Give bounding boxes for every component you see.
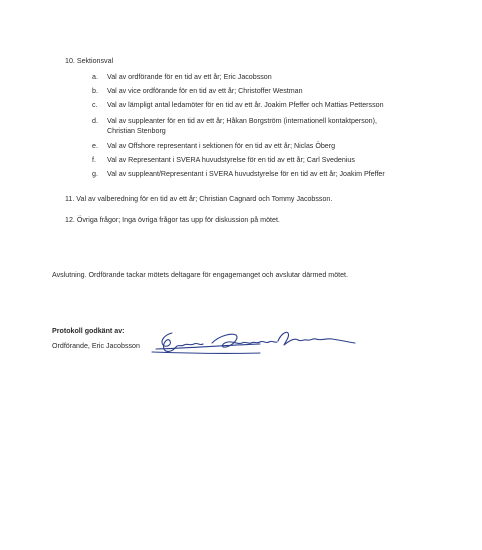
item-b-text: Val av vice ordförande för en tid av ett år; Christoffer Westman <box>107 87 303 95</box>
closing-text: Avslutning. Ordförande tackar mötets deltagare för engagemanget och avslutar därmed mötet. <box>52 271 349 279</box>
item-f-text: Val av Representant i SVERA huvudstyrelse för en tid av ett år; Carl Svedenius <box>107 156 355 164</box>
item-g-marker: g. <box>92 170 98 178</box>
item-d-text: Val av suppleanter för en tid av ett år; Håkan Borgström (internationell kontaktperson), <box>107 117 377 125</box>
item-f-marker: f. <box>92 156 96 164</box>
item-12-text: 12. Övriga frågor; Inga övriga frågor tas upp för diskussion på mötet. <box>65 216 280 224</box>
item-e-text: Val av Offshore representant i sektionen för en tid av ett år; Niclas Öberg <box>107 142 336 150</box>
item-c-marker: c. <box>92 101 98 109</box>
signer-name: Ordförande, Eric Jacobsson <box>52 342 140 350</box>
item-c-text: Val av lämpligt antal ledamöter för en tid av ett år. Joakim Pfeffer och Mattias Pettersson <box>107 101 384 109</box>
item-a-text: Val av ordförande för en tid av ett år; Eric Jacobsson <box>107 73 272 81</box>
section-10-heading: 10. Sektionsval <box>65 57 114 65</box>
handwritten-signature <box>150 325 365 365</box>
item-d-marker: d. <box>92 117 98 125</box>
item-b-marker: b. <box>92 87 98 95</box>
approval-heading: Protokoll godkänt av: <box>52 327 125 335</box>
item-11-text: 11. Val av valberedning för en tid av ett år; Christian Cagnard och Tommy Jacobsson. <box>65 195 333 203</box>
item-a-marker: a. <box>92 73 98 81</box>
item-g-text: Val av suppleant/Representant i SVERA huvudstyrelse för en tid av ett år; Joakim Pfeffer <box>107 170 385 178</box>
item-d-text-continued: Christian Stenborg <box>107 127 166 135</box>
item-e-marker: e. <box>92 142 98 150</box>
